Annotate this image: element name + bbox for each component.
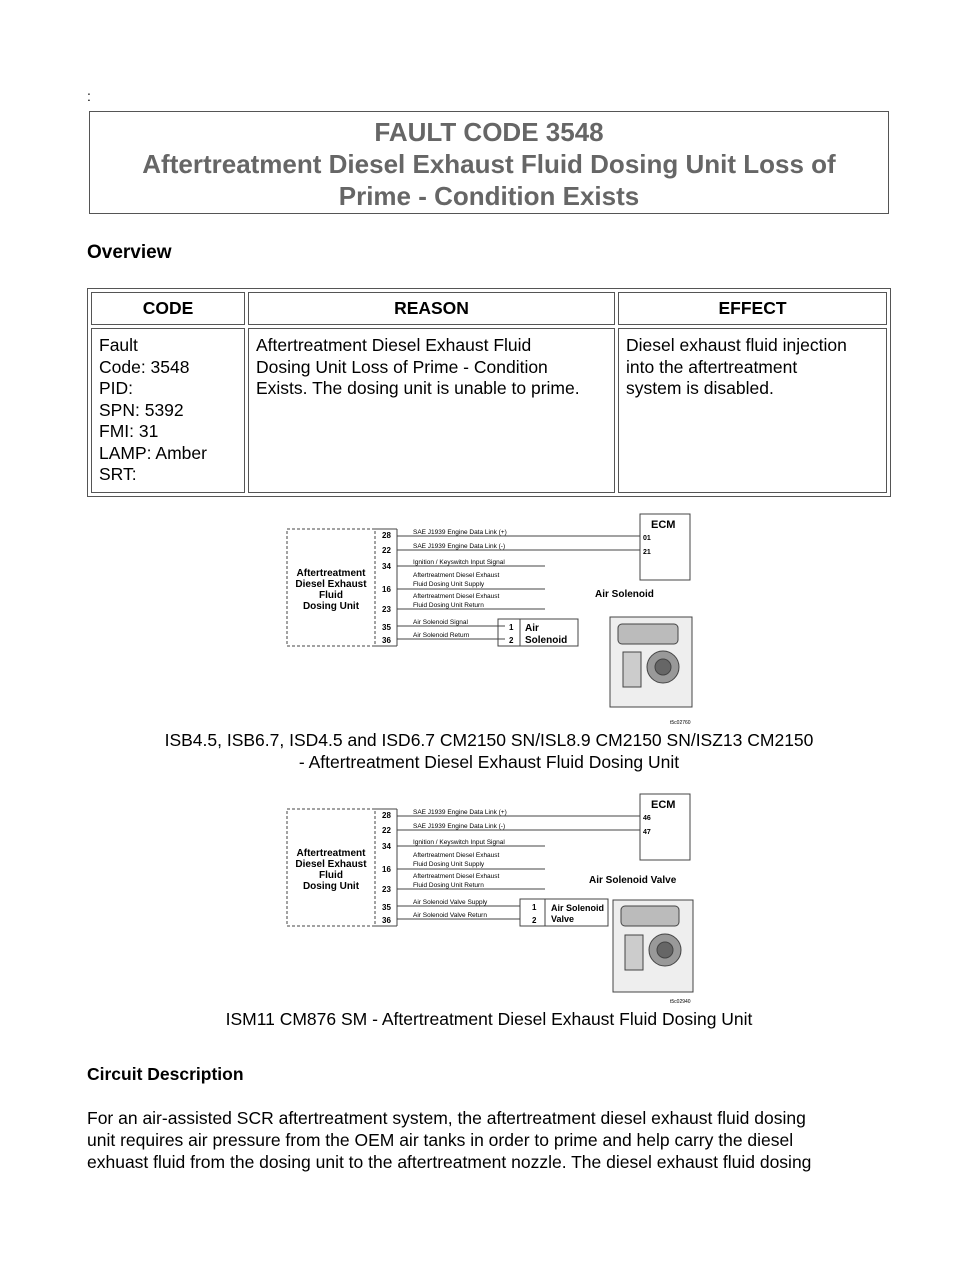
solenoid-pin: 2 [509, 636, 514, 645]
ecm-label: ECM [651, 799, 676, 811]
unit-label: Dosing Unit [302, 601, 360, 612]
ecm-pin: 21 [643, 549, 651, 556]
effect-line: Diesel exhaust fluid injection [626, 335, 847, 355]
code-line: Fault [99, 335, 138, 355]
unit-label: Fluid [319, 590, 343, 601]
pin-label: 16 [382, 585, 391, 594]
ecm-pin: 46 [643, 815, 651, 822]
pin-label: 36 [382, 916, 391, 925]
table-header-row [91, 292, 887, 325]
fault-code-table [87, 288, 891, 497]
pin-label: 23 [382, 885, 391, 894]
code-line: LAMP: Amber [99, 442, 207, 463]
header-colon: : [87, 88, 91, 104]
pin-label: 16 [382, 865, 391, 874]
solenoid-box-label: Air Solenoid [551, 903, 605, 913]
effect-cell [618, 328, 887, 493]
wire-label: Aftertreatment Diesel Exhaust [413, 593, 500, 600]
wire-label: Air Solenoid Valve Return [413, 912, 487, 919]
code-line: PID: [99, 378, 134, 398]
wire-label: Fluid Dosing Unit Return [413, 882, 484, 889]
effect-line: into the aftertreatment [626, 356, 798, 377]
wiring-diagram-2 [285, 792, 700, 1007]
solenoid-box-label: Air [525, 623, 539, 634]
figure-id: t5c02760 [670, 720, 691, 726]
overview-heading: Overview [87, 242, 172, 263]
fault-code-title-box [89, 111, 889, 214]
fault-code-subtitle-line2: Prime - Condition Exists [338, 181, 640, 211]
wire-label: Air Solenoid Valve Supply [413, 899, 488, 906]
unit-label: Fluid [319, 870, 343, 881]
unit-label: Aftertreatment [296, 568, 366, 579]
wire-label: SAE J1939 Engine Data Link (+) [413, 529, 507, 536]
wire-label: Aftertreatment Diesel Exhaust [413, 572, 500, 579]
solenoid-box-label: Solenoid [525, 635, 568, 646]
wire-label: Ignition / Keyswitch Input Signal [413, 839, 505, 846]
wire-label: Air Solenoid Signal [413, 619, 468, 626]
paragraph-line: For an air-assisted SCR aftertreatment system, the aftertreatment diesel exhaust fluid dosing [87, 1108, 806, 1128]
diagram-2-caption: ISM11 CM876 SM - Aftertreatment Diesel Exhaust Fluid Dosing Unit [225, 1009, 753, 1029]
wire-label: Fluid Dosing Unit Return [413, 602, 484, 609]
ecm-pin: 01 [643, 535, 651, 542]
wire-label: Aftertreatment Diesel Exhaust [413, 852, 500, 859]
dosing-unit-photo [610, 617, 692, 707]
solenoid-pin: 1 [509, 623, 514, 632]
fault-code-title: FAULT CODE 3548 [374, 117, 604, 147]
wire-label: SAE J1939 Engine Data Link (-) [413, 823, 506, 830]
pin-label: 34 [382, 842, 391, 851]
pin-label: 35 [382, 623, 391, 632]
code-line: FMI: 31 [99, 421, 159, 441]
pin-label: 22 [382, 546, 391, 555]
figure-id: t5c02940 [670, 999, 691, 1005]
unit-label: Diesel Exhaust [295, 579, 367, 590]
pin-label: 35 [382, 903, 391, 912]
wire-label: Air Solenoid Return [413, 632, 470, 639]
dosing-unit-photo [613, 900, 693, 992]
circuit-description-heading: Circuit Description [87, 1064, 244, 1084]
solenoid-box-label: Valve [551, 914, 575, 924]
code-line: SRT: [99, 464, 137, 484]
paragraph-line: unit requires air pressure from the OEM air tanks in order to prime and help carry the diesel [87, 1130, 794, 1150]
unit-label: Dosing Unit [302, 881, 360, 892]
pin-label: 28 [382, 811, 391, 820]
reason-cell [248, 328, 615, 493]
wiring-diagram-1 [285, 512, 700, 727]
circuit-description-text [87, 1107, 892, 1173]
header-code: CODE [91, 292, 245, 325]
pin-label: 36 [382, 636, 391, 645]
solenoid-pin: 1 [532, 903, 537, 912]
code-line: Code: 3548 [99, 356, 190, 377]
diagram-1-caption [87, 729, 891, 773]
wire-label: SAE J1939 Engine Data Link (+) [413, 809, 507, 816]
unit-label: Diesel Exhaust [295, 859, 367, 870]
code-cell [91, 328, 245, 493]
fault-code-subtitle-line1: Aftertreatment Diesel Exhaust Fluid Dosing Unit Loss of [142, 149, 836, 179]
pin-label: 28 [382, 531, 391, 540]
unit-label: Aftertreatment [296, 848, 366, 859]
wire-label: Fluid Dosing Unit Supply [413, 581, 485, 588]
caption-line: ISB4.5, ISB6.7, ISD4.5 and ISD6.7 CM2150 SN/ISL8.9 CM2150 SN/ISZ13 CM2150 [164, 730, 814, 750]
pin-label: 23 [382, 605, 391, 614]
pin-label: 22 [382, 826, 391, 835]
code-line: SPN: 5392 [99, 399, 184, 420]
solenoid-pin: 2 [532, 916, 537, 925]
pin-label: 34 [382, 562, 391, 571]
caption-line: - Aftertreatment Diesel Exhaust Fluid Dosing Unit [298, 752, 680, 772]
paragraph-line: exhuast fluid from the dosing unit to the aftertreatment nozzle. The diesel exhaust fluid dosing [87, 1152, 812, 1172]
wire-label: Ignition / Keyswitch Input Signal [413, 559, 505, 566]
ecm-pin: 47 [643, 829, 651, 836]
reason-line: Aftertreatment Diesel Exhaust Fluid [256, 335, 532, 355]
reason-line: Dosing Unit Loss of Prime - Condition [256, 356, 548, 377]
wire-label: SAE J1939 Engine Data Link (-) [413, 543, 506, 550]
table-row [91, 328, 887, 493]
header-reason: REASON [248, 292, 615, 325]
wire-label: Aftertreatment Diesel Exhaust [413, 873, 500, 880]
photo-label: Air Solenoid [595, 589, 654, 600]
header-effect: EFFECT [618, 292, 887, 325]
effect-line: system is disabled. [626, 378, 774, 398]
ecm-label: ECM [651, 519, 676, 531]
wire-label: Fluid Dosing Unit Supply [413, 861, 485, 868]
reason-line: Exists. The dosing unit is unable to prime. [256, 378, 580, 398]
photo-label: Air Solenoid Valve [589, 875, 677, 886]
